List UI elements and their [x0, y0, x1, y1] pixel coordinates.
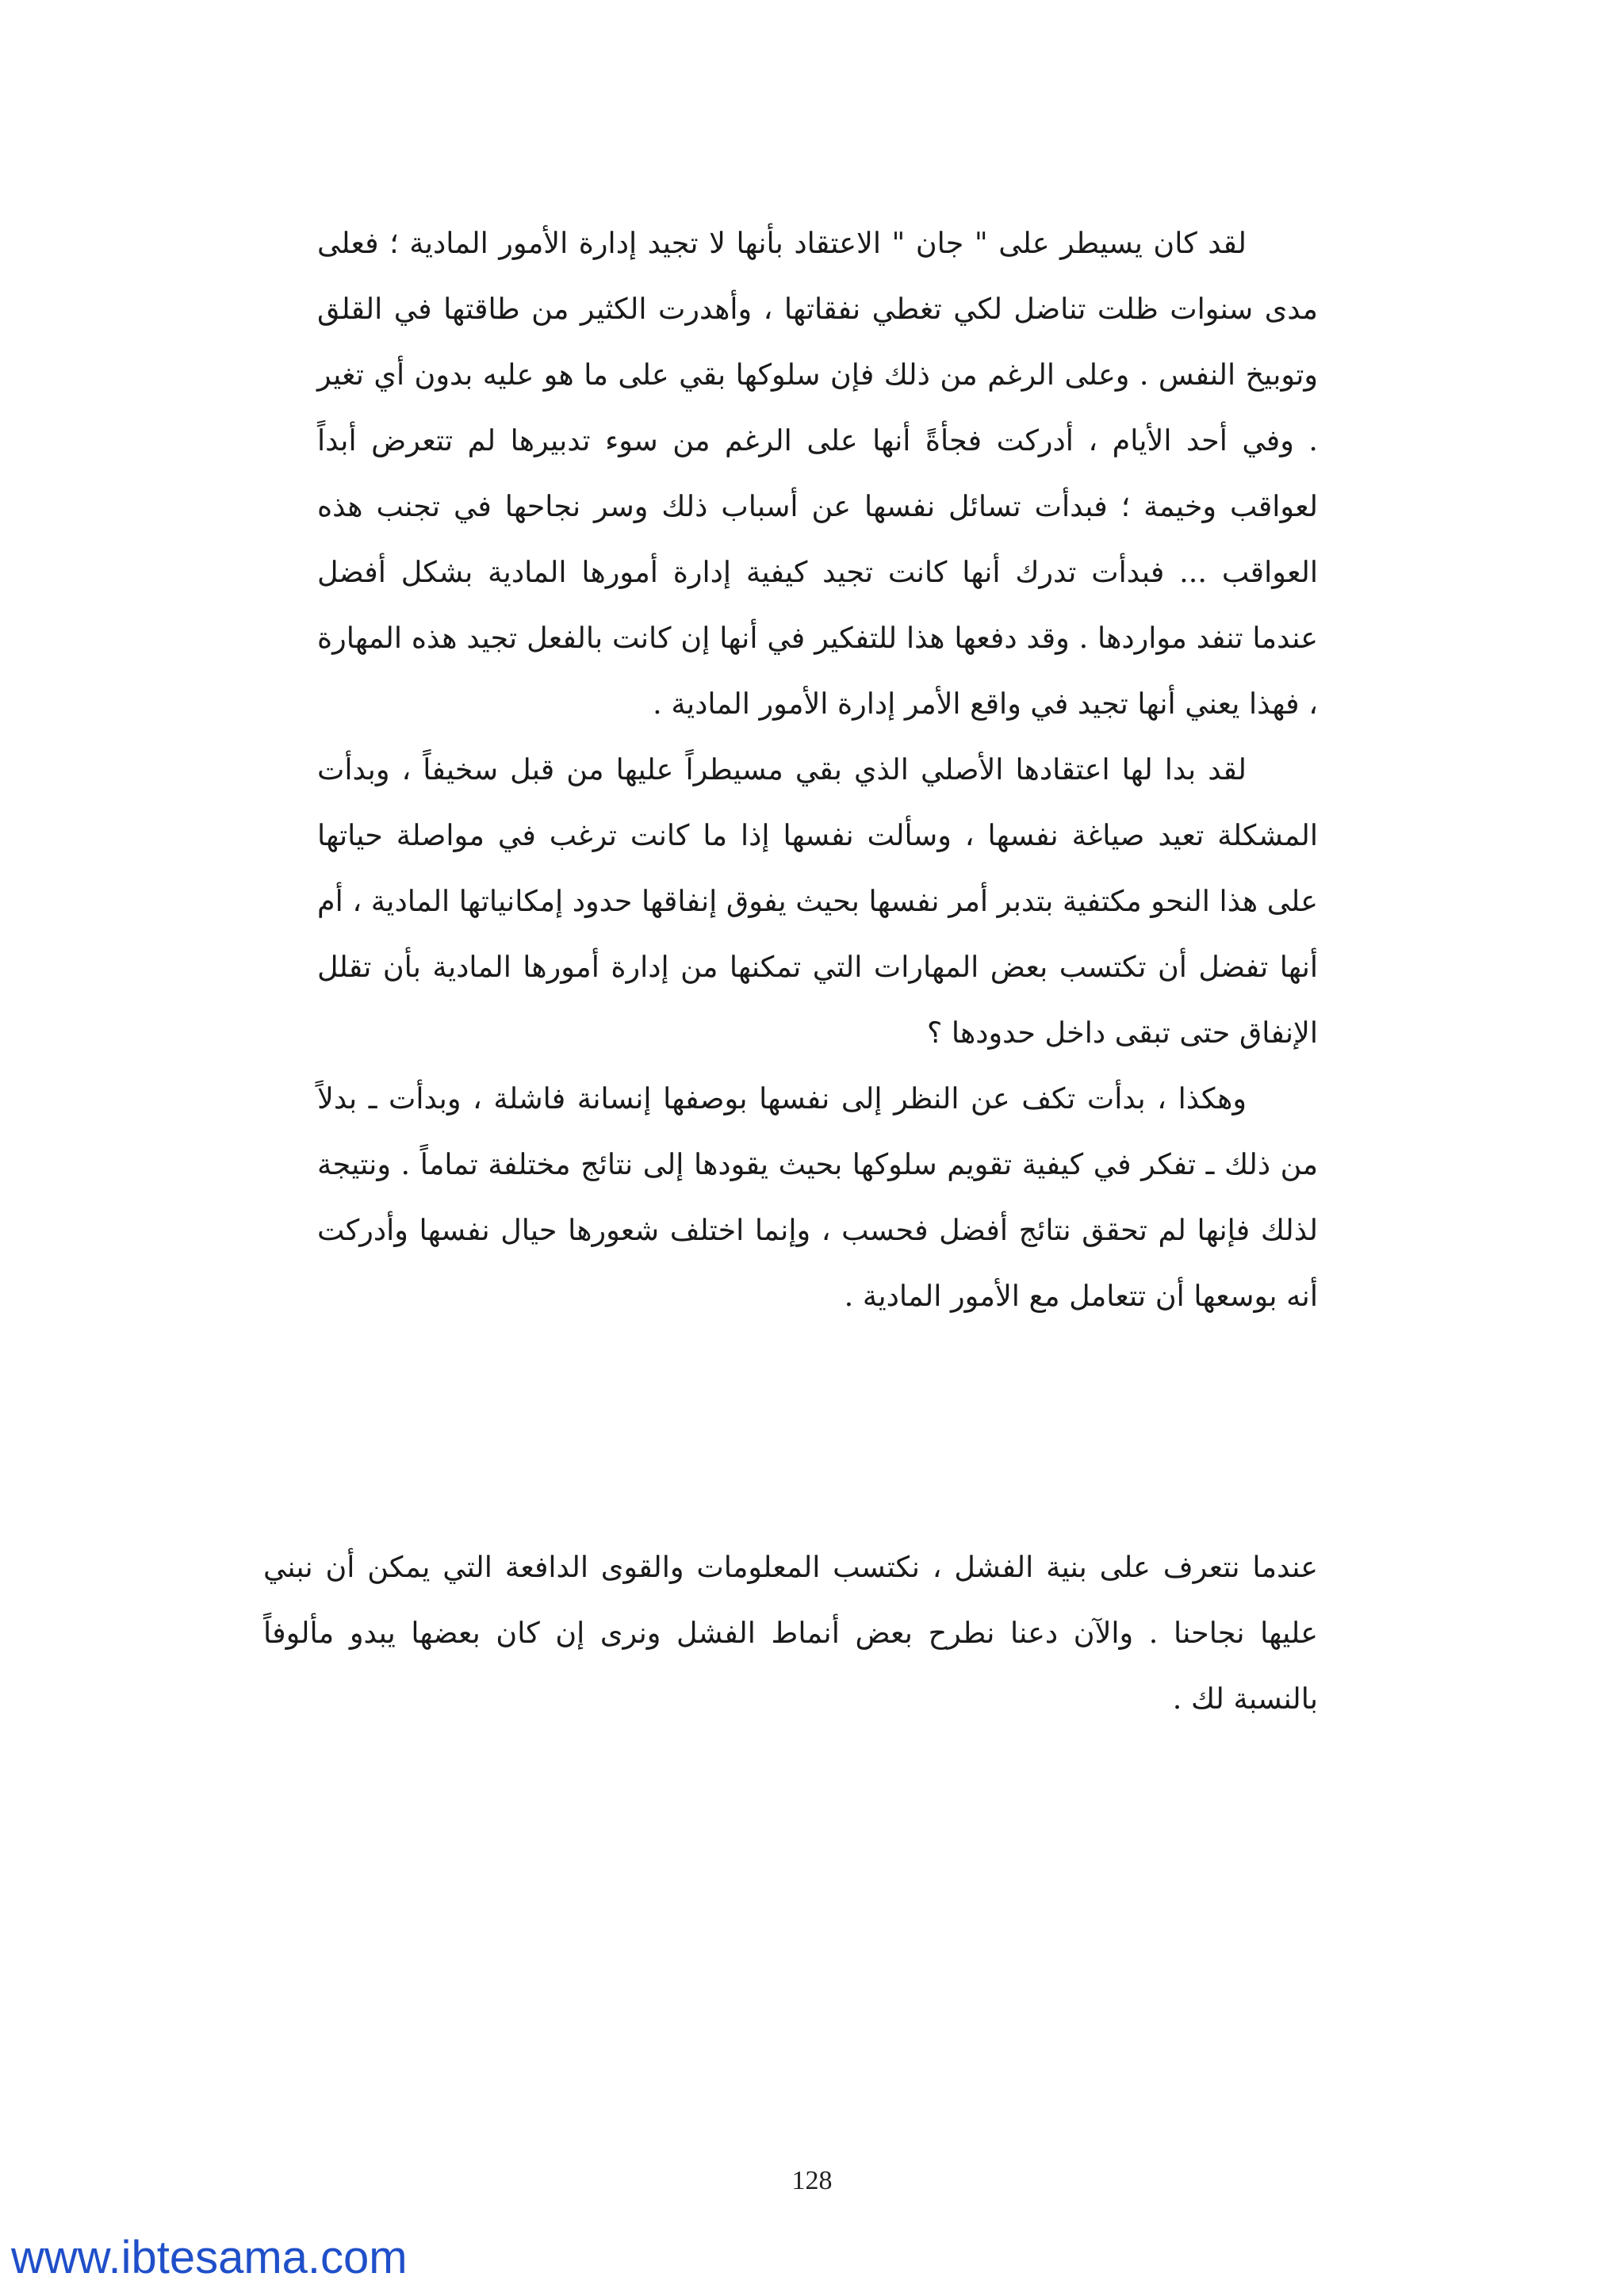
paragraph-3: وهكذا ، بدأت تكف عن النظر إلى نفسها بوصفها إنسانة فاشلة ، وبدأت ـ بدلاً من ذلك ـ تفكر في كيفية تقويم سلوكها بحيث يقودها إلى نتائج مختلفة تماماً . ونتيجة لذلك فإنها لم تحقق نتائج أفضل فحسب ، وإنما اختلف شعورها حيال نفسها وأدركت أنه بوسعها أن تتعامل مع الأمور المادية . — [317, 1081, 1318, 1313]
example-block — [317, 210, 1318, 1329]
paragraph-2: لقد بدا لها اعتقادها الأصلي الذي بقي مسيطراً عليها من قبل سخيفاً ، وبدأت المشكلة تعيد صياغة نفسها ، وسألت نفسها إذا ما كانت ترغب في مواصلة حياتها على هذا النحو مكتفية بتدبر أمر نفسها بحيث يفوق إنفاقها حدود إمكانياتها المادية ، أم أنها تفضل أن تكتسب بعض المهارات التي تمكنها من إدارة أمورها المادية بأن تقلل الإنفاق حتى تبقى داخل حدودها ؟ — [317, 752, 1318, 1050]
paragraph-1: لقد كان يسيطر على " جان " الاعتقاد بأنها لا تجيد إدارة الأمور المادية ؛ فعلى مدى سنوات ظلت تناضل لكي تغطي نفقاتها ، وأهدرت الكثير من طاقتها في القلق وتوبيخ النفس . وعلى الرغم من ذلك فإن سلوكها بقي على ما هو عليه بدون أي تغير . وفي أحد الأيام ، أدركت فجأةً أنها على الرغم من سوء تدبيرها لم تتعرض أبداً لعواقب وخيمة ؛ فبدأت تسائل نفسها عن أسباب ذلك وسر نجاحها في تجنب هذه العواقب ... فبدأت تدرك أنها كانت تجيد كيفية إدارة أمورها المادية بشكل أفضل عندما تنفد مواردها . وقد دفعها هذا للتفكير في أنها إن كانت بالفعل تجيد هذه المهارة ، فهذا يعني أنها تجيد في واقع الأمر إدارة الأمور المادية . — [317, 226, 1318, 721]
closing-block — [263, 1534, 1318, 1732]
page-number: 128 — [791, 2166, 833, 2195]
closing-paragraph: عندما نتعرف على بنية الفشل ، نكتسب المعلومات والقوى الدافعة التي يمكن أن نبني عليها نجاحنا . والآن دعنا نطرح بعض أنماط الفشل ونرى إن كان بعضها يبدو مألوفاً بالنسبة لك . — [263, 1550, 1318, 1716]
site-watermark: www.ibtesama.com — [11, 2232, 408, 2283]
